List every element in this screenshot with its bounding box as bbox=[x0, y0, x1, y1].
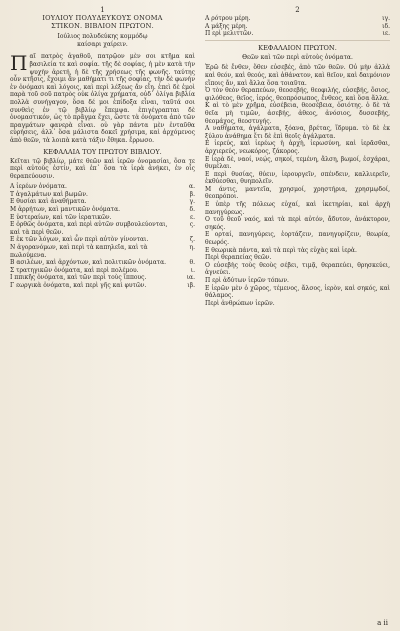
top-line-label: Π ερὶ μελιττῶν. bbox=[205, 30, 254, 38]
toc-row-label: Ν ἀγορανόμων, καὶ περὶ τὰ καπηλεῖα, καὶ τὰ πωλούμενα. bbox=[10, 244, 148, 259]
toc-row bbox=[10, 267, 195, 275]
toc-row bbox=[10, 214, 195, 222]
body-paragraph: Ε ἱερεύς, καὶ ἱερέως ἡ ἀρχὴ, ἱερωσύνη, καὶ ἱερᾶσθαι, ἀρχιερεύς, νεωκόρος, ζάκορος. bbox=[205, 140, 390, 155]
body-paragraph: Α ναθήματα, ἀγάλματα, ξόανα, βρέτας, ἵδρυμα. τὸ δὲ ἐκ ξύλου ἀνάθημα ἔτι δὲ ἐπὶ θεοῖς ἀγάλματα. bbox=[205, 125, 390, 140]
toc-row-number: δ. bbox=[189, 206, 195, 214]
body-paragraph: Ε ορταί, πανηγύρεις, ἑορτάζειν, πανηγυρίζειν, θεωρία, θεωρός. bbox=[205, 231, 390, 247]
toc-row-label: Μ ἀρρήτων, καὶ μαντικῶν ὀνόματα. bbox=[10, 206, 121, 214]
toc-row bbox=[10, 259, 195, 267]
left-column bbox=[10, 6, 195, 627]
toc-heading: ΚΕΦΑΛΑΙΑ ΤΟΥ ΠΡΩΤΟΥ ΒΙΒΛΙΟΥ. bbox=[43, 147, 162, 156]
toc-row-number: ι. bbox=[190, 266, 195, 274]
book-title-line-2: ΣΤΙΚΟΝ. ΒΙΒΛΙΟΝ ΠΡΩΤΟΝ. bbox=[51, 21, 154, 30]
body-paragraph: Περὶ θεραπείας θεῶν. bbox=[205, 254, 272, 262]
top-line bbox=[205, 15, 390, 23]
body-paragraph: Ε ἱερῶν μὲν ὁ χῶρος, τέμενος, ἄλσος, ἱερὸν, καὶ σηκός, καὶ θάλαμος. bbox=[205, 284, 390, 300]
toc-row bbox=[10, 274, 195, 282]
toc-row-number: η. bbox=[189, 244, 195, 252]
toc-intro: Κεῖται τῷ βιβλίῳ, μάτε θεῶν καὶ ἱερῶν ὀνομασίαι, ὅσα τε περὶ αὐτοὺς ἐστίν, καὶ ἐπ᾽ ὅσα τὰ ἱερὰ ἀνήκει, ἐν οἷς θεραπεύουσιν. bbox=[10, 157, 195, 180]
toc-row-label: Ι ππικῆς ὀνόματα, καὶ τῶν περὶ τοὺς ἵππους. bbox=[10, 274, 147, 282]
drop-cap: Π bbox=[10, 51, 28, 76]
body-paragraph: Ε θεωρικὰ πάντα, καὶ τὰ περὶ τὰς εὐχὰς καὶ ἱερὰ. bbox=[205, 246, 357, 254]
body-paragraph: Κ αὶ τὸ μὲν χρῆμα, εὐσέβεια, θεοσέβεια, ὁσιότης. ὁ δὲ τὰ θεῖα μὴ τιμῶν, ἀσεβής, ἀθεος, ἀνόσιος, δυσσεβής, θεομάχος, θεοστυγής. bbox=[205, 102, 390, 125]
toc-row-number: ια. bbox=[186, 274, 195, 282]
dedication-line-2: καίσαρι χαίρειν. bbox=[77, 40, 128, 48]
body-paragraph: Ο τοῦ θεοῦ ναός, καὶ τὰ περὶ αὐτόν, ἄδυτον, ἀνάκτορον, σηκός. bbox=[205, 216, 390, 231]
toc-row-number: β. bbox=[189, 190, 195, 198]
intro-block bbox=[10, 53, 195, 144]
body-paragraph: Μ άντις, μαντεῖα, χρησμοί, χρηστήρια, χρησμῳδοί, θεοπρόποι. bbox=[205, 185, 390, 201]
signature-mark: a ii bbox=[377, 619, 388, 627]
left-column-number: 1 bbox=[100, 6, 105, 14]
toc-row bbox=[10, 191, 195, 199]
dedication-line-1: Ιούλιος πολυδεύκης κομμόδῳ bbox=[57, 33, 148, 41]
toc-row-label: Ε ὀρθῶς ὀνόματα, καὶ περὶ αὐτῶν συμβουλεύονται, καὶ τὰ περὶ θεῶν. bbox=[10, 221, 168, 236]
top-line bbox=[205, 23, 390, 31]
toc-row-number: ς. bbox=[189, 221, 195, 229]
toc-row bbox=[10, 244, 195, 259]
toc-row-label: Ε ὑστεραίων, καὶ τῶν ἱερατικῶν. bbox=[10, 213, 112, 221]
body-paragraph: Ε ἱερὰ δὲ, ναοί, νεῴς, σηκοί, τεμένη, ἄλση, βωμοί, ἐσχάραι, θυμέλαι. bbox=[205, 155, 390, 171]
body-paragraph: Ὁ τὸν θεὸν θεραπεύων, θεοσεβής, θεοφιλής, εὐσεβής, ὅσιος, φιλόθεος, θεῖος, ἱερός, θεοπρόσωπος, ἔνθεος, καὶ ὅσα ἄλλα. bbox=[205, 87, 390, 102]
toc-row bbox=[10, 221, 195, 236]
toc-row-number: θ. bbox=[189, 259, 195, 267]
body-paragraph: Ε περὶ θυσίας, θύειν, ἱερουργεῖν, σπένδειν, καλλιερεῖν, ἐκθύεσθαι, θυηπολεῖν. bbox=[205, 170, 390, 186]
toc-row bbox=[10, 183, 195, 191]
top-line bbox=[205, 30, 390, 38]
top-line-label: Α ρότρου μέρη. bbox=[205, 15, 251, 22]
toc-row bbox=[10, 206, 195, 214]
toc-row-label: Σ τρατηγικῶν ὀνόματα, καὶ περὶ πολέμου. bbox=[10, 266, 139, 274]
two-column-layout bbox=[10, 6, 390, 627]
book-title-line-1: ΙΟΥΛΙΟΥ ΠΟΛΥΔΕΥΚΟΥΣ ΟΝΟΜΑ bbox=[42, 14, 163, 22]
toc-row bbox=[10, 236, 195, 244]
toc-row-label: Τ ἀγαλμάτων καὶ βωμῶν. bbox=[10, 190, 88, 198]
toc-row-number: α. bbox=[189, 183, 195, 191]
toc-row bbox=[10, 282, 195, 290]
toc-list bbox=[10, 183, 195, 289]
toc-row-label: Α ἱερέων ὀνόματα. bbox=[10, 183, 67, 191]
body-paragraph: Π ερὶ ἀδύτων ἱερῶν τόπων. bbox=[205, 277, 289, 284]
toc-row-number: ε. bbox=[189, 213, 195, 221]
chapter-subheading: Θεῶν καὶ τῶν περὶ αὐτοὺς ὀνόματα. bbox=[242, 53, 353, 61]
toc-row-label: Β ασιλέων, καὶ ἀρχόντων, καὶ πολιτικῶν ὀνόματα. bbox=[10, 259, 167, 267]
top-line-number: ιδ. bbox=[382, 22, 390, 30]
right-column bbox=[205, 6, 390, 627]
toc-row bbox=[10, 198, 195, 206]
body-paragraph: Ἐρῶ δὲ ἔνθεν, ὅθεν εὐσεβές, ἀπὸ τῶν θεῶν. Οὐ μὴν ἀλλὰ καὶ θεόν, καὶ θεούς, καὶ ἀθάνατον, καὶ θεῖον, καὶ δαιμόνιον εἴποις ἄν, καὶ ἄλλα ὅσα τοιαῦτα. bbox=[205, 64, 390, 87]
top-line-label: Α μάξης μέρη. bbox=[205, 22, 248, 30]
toc-row-number: γ. bbox=[189, 198, 195, 206]
right-column-number: 2 bbox=[295, 6, 300, 14]
chapter-body bbox=[205, 64, 390, 307]
body-paragraph: Περὶ ἀνθρώπων ἱερῶν. bbox=[205, 299, 275, 307]
top-lines bbox=[205, 15, 390, 38]
toc-row-number: ζ. bbox=[189, 236, 195, 244]
top-line-number: ιγ. bbox=[382, 15, 390, 22]
toc-row-label: Γ εωργικὰ ὀνόματα, καὶ περὶ γῆς καὶ φυτῶν. bbox=[10, 282, 147, 289]
intro-paragraph: αῖ πατρὸς ἀγαθοῦ, πατρῷον μὲν σοι κτῆμα καὶ βασιλεία τε καὶ σοφία. τῆς δὲ σοφίας, ἡ μὲν κατὰ τὴν ψυχὴν ἀρετή, ἡ δὲ τῆς χρήσεως τῆς φωνῆς. ταύτης οὖν κτῆσις, ἔχοιμι ἂν μαθήματι τι τῆς σοφίας, τὴν δὲ φωνὴν ἐν ὀνόμασι καὶ λόγοις, καὶ περὶ λέξεως ἄν εἴη. ἐπεὶ δὲ ἐμοὶ παρὰ τοῦ σοῦ πατρὸς οὐκ ὀλίγα χρήματα, οὐδ᾽ ὀλίγα βιβλία πολλὰ συνήγαγον, ὅσα δέ μοι ἐπίδοξα εἶναι, ταῦτά σοι συνθεὶς ἐν τῷ βιβλίῳ ἔπεμψα. ἐπιγέγραπται δὲ ὀνομαστικόν, ὡς τὸ πρᾶγμα ἔχει, ὥστε τὰ ὀνόματα ἀπὸ τῶν πραγμάτων φανερὰ εἶναι. οὐ γὰρ πάντα μὲν ἐνταῦθα εὑρήσεις, ἀλλ᾽ ὅσα μάλιστα δοκεῖ χρήσιμα, καὶ ἀρχόμενος ἀπὸ θεῶν, τὰ λοιπὰ κατὰ τάξιν ἔθηκα. ἔρρωσο. bbox=[10, 53, 195, 144]
toc-row-label: Ε ἐκ τῶν λόγων, καὶ ὧν περὶ αὐτὸν γίνονται. bbox=[10, 236, 149, 244]
toc-row-label: Ε θυσίαι καὶ ἀναθήματα. bbox=[10, 198, 87, 206]
chapter-heading: ΚΕΦΑΛΑΙΟΝ ΠΡΩΤΟΝ. bbox=[258, 43, 337, 52]
top-line-number: ιε. bbox=[382, 30, 390, 38]
toc-row-number: ιβ. bbox=[187, 282, 195, 289]
body-paragraph: Ε ὑπὲρ τῆς πόλεως εὐχαί, καὶ ἱκετηρίαι, καὶ ἀρχὴ πανηγύρεως. bbox=[205, 201, 390, 216]
body-paragraph: Ο εὐσεβὴς τοὺς θεοὺς σέβει, τιμᾷ, θεραπεύει, θρησκεύει, ἁγνεύει. bbox=[205, 261, 390, 277]
